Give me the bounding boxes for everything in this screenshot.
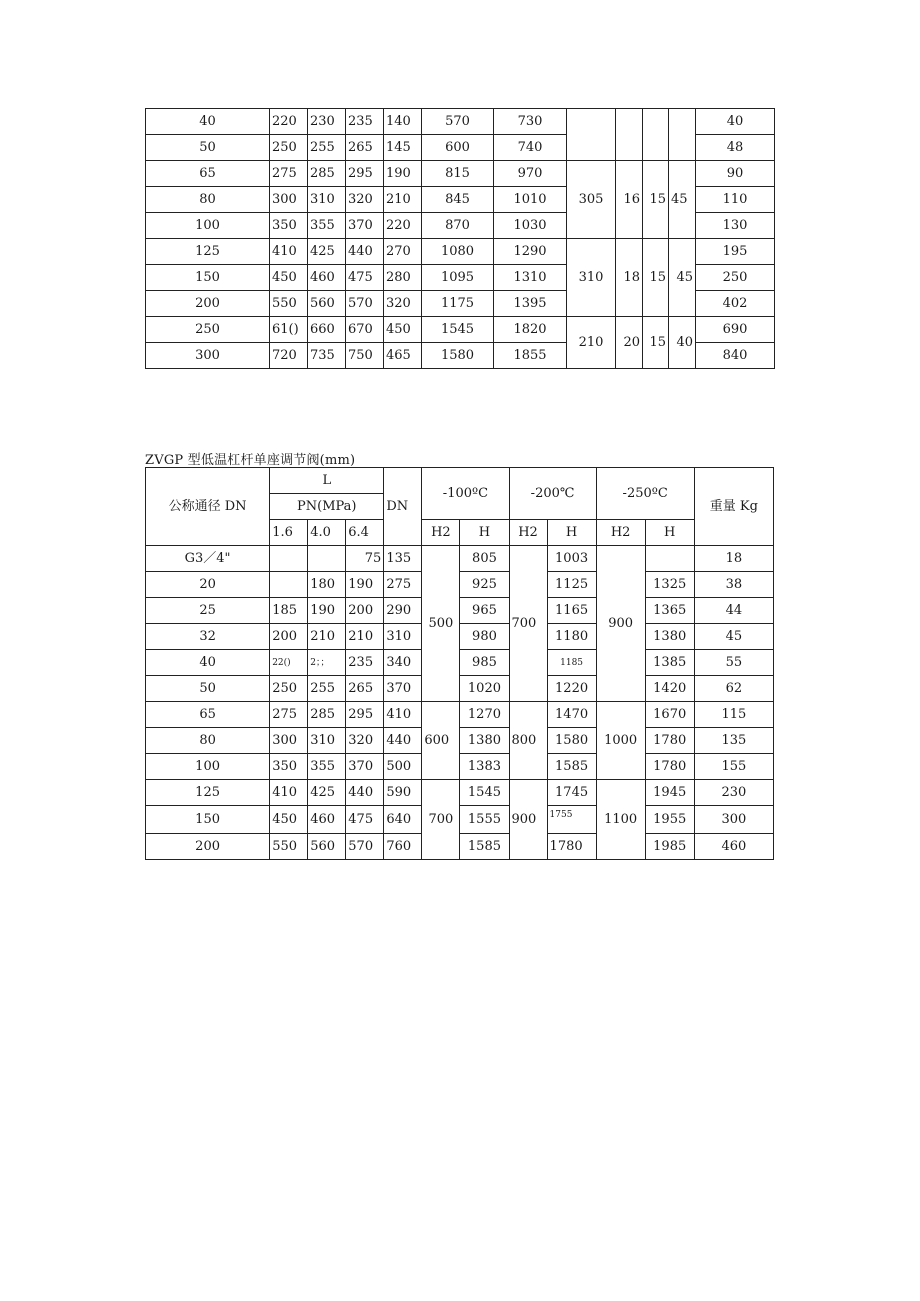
l-cell: 2；； <box>308 650 346 676</box>
table-row <box>146 728 774 754</box>
l-cell: 255 <box>308 676 346 702</box>
d-cell: 280 <box>384 265 422 291</box>
table-row <box>146 317 775 343</box>
pn-value-header: 6.4 <box>346 520 384 546</box>
h-cell: 1420 <box>645 676 694 702</box>
group-cell: 210 <box>567 317 616 369</box>
group-cell: 20 <box>616 317 643 369</box>
h-cell: 1855 <box>494 343 567 369</box>
l-cell: 425 <box>308 239 346 265</box>
group-cell: 45 <box>669 161 696 239</box>
l-cell: 440 <box>346 780 384 806</box>
d-cell: 465 <box>384 343 422 369</box>
dn-cell: 125 <box>146 239 270 265</box>
l-cell: 300 <box>270 728 308 754</box>
dn-cell: 65 <box>146 702 270 728</box>
d-cell: 410 <box>384 702 422 728</box>
d-cell: 320 <box>384 291 422 317</box>
weight-cell: 48 <box>696 135 775 161</box>
weight-cell: 55 <box>694 650 773 676</box>
h2-merged-cell: 700 <box>422 780 460 860</box>
d-cell: 760 <box>384 834 422 860</box>
weight-cell: 45 <box>694 624 773 650</box>
l-cell: 190 <box>308 598 346 624</box>
dimension-table-upper <box>145 108 775 369</box>
l-cell: 750 <box>346 343 384 369</box>
h-cell: 1580 <box>547 728 596 754</box>
d-cell: 140 <box>384 109 422 135</box>
d-cell: 270 <box>384 239 422 265</box>
dimension-table-lower <box>145 467 774 860</box>
group-cell: 45 <box>669 239 696 317</box>
h-cell: 1545 <box>422 317 494 343</box>
l-cell: 570 <box>346 291 384 317</box>
h-cell: 1580 <box>422 343 494 369</box>
h-cell: 1470 <box>547 702 596 728</box>
l-cell: 550 <box>270 291 308 317</box>
dn-cell: 32 <box>146 624 270 650</box>
h-cell: 600 <box>422 135 494 161</box>
l-cell: 720 <box>270 343 308 369</box>
h2-merged-cell: 500 <box>422 546 460 702</box>
weight-cell: 90 <box>696 161 775 187</box>
d-cell: 340 <box>384 650 422 676</box>
l-cell: 355 <box>308 754 346 780</box>
weight-cell: 300 <box>694 806 773 834</box>
d-cell: 370 <box>384 676 422 702</box>
l-cell: 410 <box>270 780 308 806</box>
dn-cell: G3／4" <box>146 546 270 572</box>
h-header: H <box>645 520 694 546</box>
l-cell: 350 <box>270 754 308 780</box>
weight-cell: 18 <box>694 546 773 572</box>
l-cell: 250 <box>270 676 308 702</box>
pn-value-header: 4.0 <box>308 520 346 546</box>
group-cell: 40 <box>669 317 696 369</box>
h-cell: 1080 <box>422 239 494 265</box>
dn-cell: 80 <box>146 728 270 754</box>
h-cell: 985 <box>460 650 509 676</box>
h-cell: 965 <box>460 598 509 624</box>
h-cell: 1820 <box>494 317 567 343</box>
l-cell <box>308 546 346 572</box>
l-cell: 295 <box>346 161 384 187</box>
h2-merged-cell: 800 <box>509 702 547 780</box>
d-cell: 135 <box>384 546 422 572</box>
h-cell: 1365 <box>645 598 694 624</box>
l-cell: 235 <box>346 109 384 135</box>
empty-cell <box>567 109 616 161</box>
weight-cell: 840 <box>696 343 775 369</box>
l-cell: 355 <box>308 213 346 239</box>
h-cell: 1555 <box>460 806 509 834</box>
table-row <box>146 598 774 624</box>
h-cell: 1745 <box>547 780 596 806</box>
group-cell: 16 <box>616 161 643 239</box>
dn2-header: DN <box>384 468 422 546</box>
l-cell: 560 <box>308 291 346 317</box>
table-row <box>146 650 774 676</box>
h-cell: 1755 <box>547 806 596 834</box>
d-cell: 500 <box>384 754 422 780</box>
group-cell: 310 <box>567 239 616 317</box>
l-cell: 550 <box>270 834 308 860</box>
weight-cell: 135 <box>694 728 773 754</box>
h-cell: 1780 <box>645 728 694 754</box>
h-cell: 1020 <box>460 676 509 702</box>
l-cell: 75 <box>346 546 384 572</box>
l-cell: 560 <box>308 834 346 860</box>
d-cell: 275 <box>384 572 422 598</box>
weight-cell: 40 <box>696 109 775 135</box>
weight-cell: 402 <box>696 291 775 317</box>
l-cell: 370 <box>346 754 384 780</box>
l-cell: 310 <box>308 728 346 754</box>
group-cell: 15 <box>643 317 669 369</box>
l-cell: 275 <box>270 161 308 187</box>
l-cell: 61() <box>270 317 308 343</box>
dn-cell: 200 <box>146 834 270 860</box>
dn-cell: 50 <box>146 135 270 161</box>
h-cell: 1125 <box>547 572 596 598</box>
h-cell: 1003 <box>547 546 596 572</box>
pn-value-header: 1.6 <box>270 520 308 546</box>
d-cell: 440 <box>384 728 422 754</box>
weight-cell: 690 <box>696 317 775 343</box>
d-cell: 290 <box>384 598 422 624</box>
h-cell: 1380 <box>645 624 694 650</box>
h-cell: 1385 <box>645 650 694 676</box>
l-cell: 320 <box>346 187 384 213</box>
l-cell: 450 <box>270 806 308 834</box>
h-cell: 1010 <box>494 187 567 213</box>
l-cell: 410 <box>270 239 308 265</box>
dn-cell: 65 <box>146 161 270 187</box>
l-cell: 190 <box>346 572 384 598</box>
l-cell: 670 <box>346 317 384 343</box>
h-cell: 845 <box>422 187 494 213</box>
h-cell: 1380 <box>460 728 509 754</box>
h-cell: 1780 <box>547 834 596 860</box>
h-cell: 1945 <box>645 780 694 806</box>
temp-200-header: -200℃ <box>509 468 596 520</box>
h-cell: 1670 <box>645 702 694 728</box>
h-cell: 980 <box>460 624 509 650</box>
h-cell: 1585 <box>460 834 509 860</box>
l-cell: 475 <box>346 265 384 291</box>
h-cell: 1030 <box>494 213 567 239</box>
group-cell: 15 <box>643 161 669 239</box>
h-header: H <box>460 520 509 546</box>
l-cell: 180 <box>308 572 346 598</box>
h-cell: 1585 <box>547 754 596 780</box>
d-cell: 220 <box>384 213 422 239</box>
h-cell: 1985 <box>645 834 694 860</box>
d-cell: 450 <box>384 317 422 343</box>
dn-cell: 150 <box>146 806 270 834</box>
h2-header: H2 <box>422 520 460 546</box>
l-cell: 320 <box>346 728 384 754</box>
h-cell: 805 <box>460 546 509 572</box>
dn-cell: 40 <box>146 650 270 676</box>
d-cell: 190 <box>384 161 422 187</box>
table-row <box>146 546 774 572</box>
l-cell: 425 <box>308 780 346 806</box>
weight-cell: 62 <box>694 676 773 702</box>
l-cell: 210 <box>346 624 384 650</box>
table-title: ZVGP 型低温杠杆单座调节阀(mm) <box>145 453 356 468</box>
weight-cell: 110 <box>696 187 775 213</box>
table-row <box>146 834 774 860</box>
d-cell: 145 <box>384 135 422 161</box>
l-cell: 310 <box>308 187 346 213</box>
h2-header: H2 <box>509 520 547 546</box>
h-cell: 1780 <box>645 754 694 780</box>
h2-merged-cell: 900 <box>596 546 645 702</box>
h-cell: 740 <box>494 135 567 161</box>
dn-cell: 150 <box>146 265 270 291</box>
weight-cell: 38 <box>694 572 773 598</box>
group-cell: 305 <box>567 161 616 239</box>
h2-merged-cell: 900 <box>509 780 547 860</box>
dn-header: 公称通径 DN <box>146 468 270 546</box>
h-cell <box>645 546 694 572</box>
h-cell: 1545 <box>460 780 509 806</box>
l-cell: 185 <box>270 598 308 624</box>
l-cell: 235 <box>346 650 384 676</box>
h-cell: 1165 <box>547 598 596 624</box>
d-cell: 210 <box>384 187 422 213</box>
weight-cell: 155 <box>694 754 773 780</box>
header-row <box>146 468 774 494</box>
table-row <box>146 754 774 780</box>
l-cell: 200 <box>270 624 308 650</box>
weight-cell: 115 <box>694 702 773 728</box>
l-cell: 220 <box>270 109 308 135</box>
l-cell: 660 <box>308 317 346 343</box>
group-cell: 15 <box>643 239 669 317</box>
weight-cell: 460 <box>694 834 773 860</box>
d-cell: 640 <box>384 806 422 834</box>
h-cell: 870 <box>422 213 494 239</box>
l-cell: 255 <box>308 135 346 161</box>
dn-cell: 40 <box>146 109 270 135</box>
h-cell: 1175 <box>422 291 494 317</box>
h-cell: 570 <box>422 109 494 135</box>
l-cell: 735 <box>308 343 346 369</box>
h2-merged-cell: 600 <box>422 702 460 780</box>
h-cell: 1325 <box>645 572 694 598</box>
l-cell: 350 <box>270 213 308 239</box>
h-cell: 1270 <box>460 702 509 728</box>
empty-cell <box>643 109 669 161</box>
d-cell: 310 <box>384 624 422 650</box>
l-cell: 22() <box>270 650 308 676</box>
dn-cell: 20 <box>146 572 270 598</box>
dn-cell: 25 <box>146 598 270 624</box>
empty-cell <box>616 109 643 161</box>
l-cell: 300 <box>270 187 308 213</box>
h2-header: H2 <box>596 520 645 546</box>
table-row <box>146 572 774 598</box>
weight-header: 重量 Kg <box>694 468 773 546</box>
h-cell: 1290 <box>494 239 567 265</box>
h-cell: 1955 <box>645 806 694 834</box>
l-cell: 250 <box>270 135 308 161</box>
l-cell: 570 <box>346 834 384 860</box>
h2-merged-cell: 1100 <box>596 780 645 860</box>
table-row <box>146 109 775 135</box>
d-cell: 590 <box>384 780 422 806</box>
l-cell: 440 <box>346 239 384 265</box>
weight-cell: 130 <box>696 213 775 239</box>
l-header: L <box>270 468 384 494</box>
l-cell: 460 <box>308 265 346 291</box>
temp-250-header: -250ºC <box>596 468 694 520</box>
h-cell: 1395 <box>494 291 567 317</box>
weight-cell: 44 <box>694 598 773 624</box>
l-cell: 230 <box>308 109 346 135</box>
l-cell: 370 <box>346 213 384 239</box>
l-cell: 285 <box>308 702 346 728</box>
l-cell: 265 <box>346 676 384 702</box>
empty-cell <box>669 109 696 161</box>
h-cell: 730 <box>494 109 567 135</box>
h-cell: 815 <box>422 161 494 187</box>
h-cell: 970 <box>494 161 567 187</box>
h2-merged-cell: 1000 <box>596 702 645 780</box>
h2-merged-cell: 700 <box>509 546 547 702</box>
table-row <box>146 161 775 187</box>
h-header: H <box>547 520 596 546</box>
group-cell: 18 <box>616 239 643 317</box>
l-cell: 460 <box>308 806 346 834</box>
l-cell: 265 <box>346 135 384 161</box>
l-cell: 285 <box>308 161 346 187</box>
l-cell: 450 <box>270 265 308 291</box>
weight-cell: 230 <box>694 780 773 806</box>
table-row <box>146 780 774 806</box>
h-cell: 1095 <box>422 265 494 291</box>
h-cell: 1220 <box>547 676 596 702</box>
table-row <box>146 239 775 265</box>
dn-cell: 125 <box>146 780 270 806</box>
l-cell: 200 <box>346 598 384 624</box>
dn-cell: 50 <box>146 676 270 702</box>
dn-cell: 100 <box>146 754 270 780</box>
dn-cell: 250 <box>146 317 270 343</box>
l-cell: 475 <box>346 806 384 834</box>
table-row <box>146 806 774 834</box>
dn-cell: 80 <box>146 187 270 213</box>
l-cell: 210 <box>308 624 346 650</box>
table-row <box>146 624 774 650</box>
h-cell: 925 <box>460 572 509 598</box>
pn-header: PN(MPa) <box>270 494 384 520</box>
table-row <box>146 676 774 702</box>
weight-cell: 250 <box>696 265 775 291</box>
weight-cell: 195 <box>696 239 775 265</box>
h-cell: 1310 <box>494 265 567 291</box>
temp-100-header: -100ºC <box>422 468 509 520</box>
dn-cell: 100 <box>146 213 270 239</box>
dn-cell: 300 <box>146 343 270 369</box>
l-cell <box>270 572 308 598</box>
l-cell: 295 <box>346 702 384 728</box>
h-cell: 1180 <box>547 624 596 650</box>
l-cell <box>270 546 308 572</box>
table-row <box>146 702 774 728</box>
l-cell: 275 <box>270 702 308 728</box>
h-cell: 1185 <box>547 650 596 676</box>
h-cell: 1383 <box>460 754 509 780</box>
dn-cell: 200 <box>146 291 270 317</box>
